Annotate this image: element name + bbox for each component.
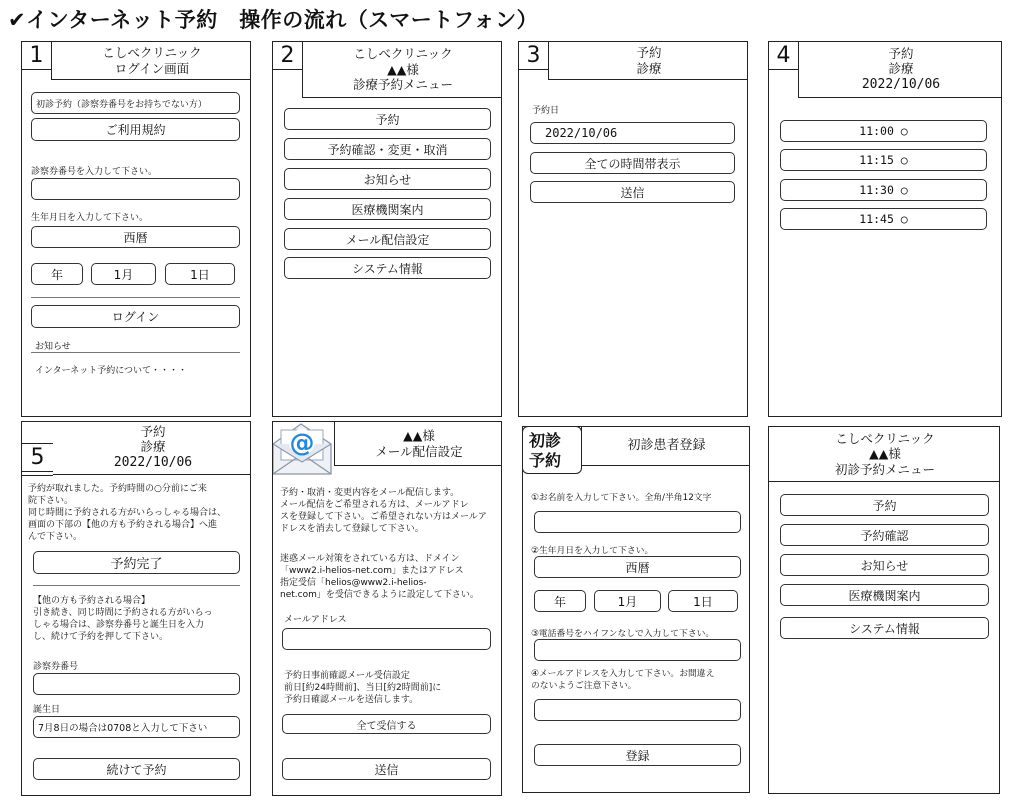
year-select[interactable]: 年 (534, 590, 586, 612)
time-slot-button[interactable]: 11:00 ○ (780, 120, 987, 142)
date-input[interactable]: 2022/10/06 (530, 122, 735, 144)
day-select[interactable]: 1日 (668, 590, 738, 612)
all-times-button[interactable]: 全ての時間帯表示 (530, 152, 735, 174)
divider (31, 297, 240, 298)
menu-button-2[interactable]: 予約確認・変更・取消 (284, 138, 491, 160)
screen-header: こしべクリニック ▲▲様 初診予約メニュー (768, 426, 1000, 482)
first-visit-badge: 初診 予約 (522, 426, 582, 474)
reminder-setting-text: 予約日事前確認メール受信設定 前日[約24時間前]、当日[約2時間前]に 予約日確認メールを送信します。 (284, 671, 442, 705)
menu-button-4[interactable]: 医療機関案内 (284, 198, 491, 220)
panel-registration (522, 426, 750, 793)
screen-header: 予約 診療 2022/10/06 (53, 421, 251, 475)
time-slot-button[interactable]: 11:30 ○ (780, 179, 987, 201)
step-number: 2 (272, 41, 303, 70)
year-select[interactable]: 年 (31, 263, 83, 285)
name-input[interactable] (534, 511, 741, 533)
step-number: 5 (21, 443, 54, 472)
terms-button[interactable]: ご利用規約 (31, 118, 240, 141)
era-select[interactable]: 西暦 (31, 226, 240, 248)
menu-button-1[interactable]: 予約 (780, 494, 989, 516)
phone-input[interactable] (534, 639, 741, 661)
month-select[interactable]: 1月 (594, 590, 661, 612)
email-label: メールアドレス (284, 615, 347, 625)
menu-button-5[interactable]: システム情報 (780, 617, 989, 639)
mail-envelope-icon (272, 421, 337, 480)
screen-header: 予約 診療 (548, 41, 748, 80)
card-number-input[interactable] (31, 178, 240, 200)
birthday-label: 誕生日 (33, 705, 61, 715)
page-title: ✔インターネット予約 操作の流れ（スマートフォン） (8, 8, 539, 32)
time-slot-button[interactable]: 11:15 ○ (780, 149, 987, 171)
receive-setting-select[interactable]: 全て受信する (282, 714, 491, 734)
screen-header: ▲▲様 メール配信設定 (334, 421, 502, 466)
panel-mail-settings (272, 421, 502, 796)
divider (33, 585, 240, 586)
card-number-input[interactable] (33, 673, 240, 695)
email-label: ④メールアドレスを入力して下さい。お間違え のないようご注意下さい。 (531, 669, 715, 691)
step-number: 4 (768, 41, 799, 70)
screen-header: 初診患者登録 (581, 426, 750, 466)
complete-button[interactable]: 予約完了 (33, 551, 240, 574)
news-item[interactable]: インターネット予約について・・・・ (35, 366, 188, 376)
birthdate-label: ②生年月日を入力して下さい。 (531, 546, 654, 556)
panel-menu (272, 41, 502, 417)
panel-first-visit-menu (768, 426, 1000, 794)
confirmation-message: 予約が取れました。予約時間の○分前にご来 院下さい。 同じ時間に予約される方がいらっしゃる場合は、 画面の下部の【他の方も予約される場合】へ進 んで下さい。 (28, 484, 227, 542)
card-number-label: 診察券番号を入力して下さい。 (31, 167, 158, 177)
menu-button-2[interactable]: 予約確認 (780, 524, 989, 546)
panel-date (518, 41, 748, 417)
other-person-text: 【他の方も予約される場合】 引き続き、同じ時間に予約される方がいらっ しゃる場合は、診察券番号と誕生日を入力 し、続けて予約を押して下さい。 (33, 596, 213, 642)
continue-button[interactable]: 続けて予約 (33, 758, 240, 780)
mail-description: 予約・取消・変更内容をメール配信します。 メール配信をご希望される方は、メールアドレ スを登録して下さい。ご希望されない方はメールア ドレスを消去して登録して下さい。 (280, 488, 487, 534)
svg-text:@: @ (289, 428, 315, 457)
time-slot-button[interactable]: 11:45 ○ (780, 208, 987, 230)
menu-button-4[interactable]: 医療機関案内 (780, 584, 989, 606)
era-select[interactable]: 西暦 (534, 556, 741, 578)
card-number-label: 診察券番号 (33, 662, 79, 672)
send-button[interactable]: 送信 (282, 758, 491, 780)
panel-complete (21, 421, 251, 796)
divider (22, 475, 53, 476)
date-label: 予約日 (532, 106, 560, 116)
menu-button-3[interactable]: お知らせ (780, 554, 989, 576)
send-button[interactable]: 送信 (530, 181, 735, 203)
email-input[interactable] (534, 699, 741, 721)
screen-header: こしべクリニック ▲▲様 診療予約メニュー (302, 41, 502, 98)
birthdate-label: 生年月日を入力して下さい。 (31, 213, 149, 223)
spam-filter-note: 迷惑メール対策をされている方は、ドメイン 「www2.i-helios-net.com」またはアドレス 指定受信「helios@www2.i-helios- net.com」を受信できるように設定して下さい。 (280, 554, 479, 600)
register-button[interactable]: 登録 (534, 744, 741, 766)
news-label: お知らせ (35, 342, 71, 352)
menu-button-6[interactable]: システム情報 (284, 257, 491, 279)
login-button[interactable]: ログイン (31, 305, 240, 328)
name-label: ①お名前を入力して下さい。全角/半角12文字 (531, 493, 712, 503)
birthday-input[interactable]: 7月8日の場合は0708と入力して下さい (33, 716, 240, 738)
screen-header: 予約 診療 2022/10/06 (798, 41, 1002, 98)
divider (31, 352, 240, 353)
menu-button-3[interactable]: お知らせ (284, 168, 491, 190)
screen-header: こしべクリニック ログイン画面 (51, 41, 251, 80)
menu-button-5[interactable]: メール配信設定 (284, 228, 491, 250)
panel-time-slots (768, 41, 1002, 417)
month-select[interactable]: 1月 (91, 263, 156, 285)
step-number: 1 (21, 41, 52, 70)
phone-label: ③電話番号をハイフンなしで入力して下さい。 (531, 629, 715, 639)
day-select[interactable]: 1日 (165, 263, 235, 285)
step-number: 3 (518, 41, 549, 70)
panel-login (21, 41, 251, 417)
menu-button-1[interactable]: 予約 (284, 108, 491, 130)
first-visit-link[interactable]: 初診予約（診察券番号をお持ちでない方） (31, 92, 240, 114)
email-input[interactable] (282, 628, 491, 650)
